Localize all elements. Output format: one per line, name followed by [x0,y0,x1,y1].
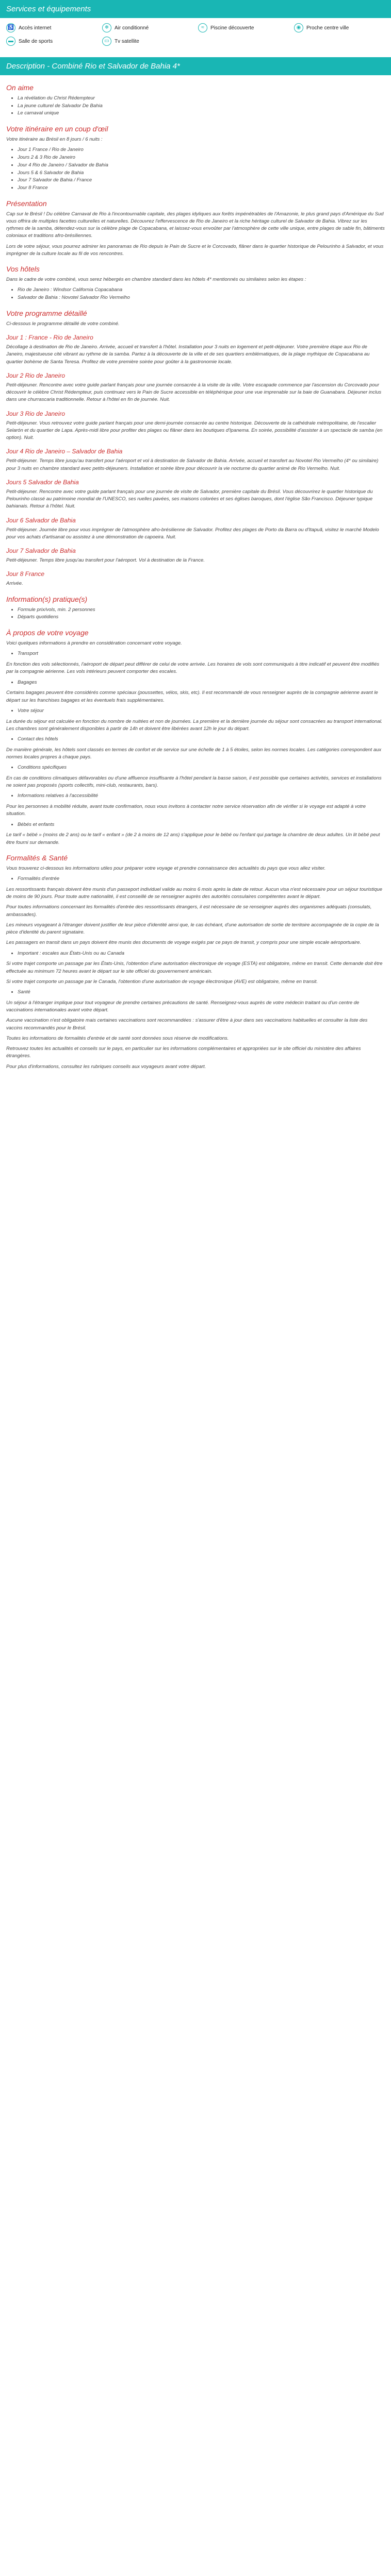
inclus-title: Information(s) pratique(s) [6,595,88,603]
apropos-list [6,736,385,743]
list-item: • Jour 7 Salvador de Bahia / France [18,177,385,184]
list-item: • Rio de Janeiro : Windsor California Copacabana [18,286,385,294]
list-item: • La révélation du Christ Rédempteur [18,95,385,103]
page [0,0,391,1084]
apropos-text: La durée du séjour est calculée en fonction du nombre de nuitées et non de journées. La première et la dernière journée du séjour sont consacrées au transport international. Les chambres sont généralement disponibles à partir de 14h et doivent être libérées avant 12h le jour du départ. [6,718,383,732]
list-item: • Jour 1 France / Rio de Janeiro [18,146,385,154]
important-list [6,950,385,958]
formalites-text: Vous trouverez ci-dessous les informations utiles pour préparer votre voyage et prendre connaissance des actualités du pays que vous allez visiter. [6,865,326,871]
day-text: Décollage à destination de Rio de Janeiro. Arrivée, accueil et transfert à l'hôtel. Installation pour 3 nuits en logement et petit-déjeuner. Votre première étape aux Rio de Janeiro, majestueuse cité vibrant au rythme de la samba. Partez à la découverte de la ville et de ses quartiers emblématiques, de la plage mythique de Copacabana au quartier bohème de Santa Teresa. Profitez de votre première soirée pour goûter à la gastronomie locale. [6,344,370,365]
apropos-text: En cas de conditions climatiques défavorables ou d'une affluence insuffisante à l'hôtel pendant la basse saison, il est possible que certaines activités, services et installations ne soient pas proposés (sports collectifs, mini-club, restaurants, bars). [6,775,382,789]
day-title: Jour 7 Salvador de Bahia [6,547,76,555]
apropos-text: En fonction des vols sélectionnés, l'aéroport de départ peut différer de celui de votre arrivée. Les horaires de vols sont communiqués à titre indicatif et peuvent être modifiés par la compagnie aérienne. Les vols intérieurs peuvent comporter des escales. [6,662,380,675]
apropos-list [6,707,385,715]
presentation-text-2: Lors de votre séjour, vous pourrez admirer les panoramas de Rio depuis le Pain de Sucre et le Corcovado, flâner dans le quartier historique de Pelourinho à Salvador, et vous imprégner de la culture locale au fil de vos rencontres. [6,243,384,257]
day-title: Jour 3 Rio de Janeiro [6,410,66,417]
description-title: Description - Combiné Rio et Salvador de Bahia 4* [0,57,391,75]
on-aime-list [6,95,385,117]
apropos-list [6,764,385,772]
formalites-text: Pour toutes informations concernant les formalités d'entrée des ressortissants étrangers, il est nécessaire de se renseigner auprès des organismes adéquats (consulats, ambassades). [6,904,372,918]
list-item: • Bébés et enfants [18,821,385,829]
day-title: Jour 4 Rio de Janeiro – Salvador de Bahia [6,448,123,455]
service-label: Salle de sports [19,38,53,44]
day-title: Jours 5 Salvador de Bahia [6,478,79,486]
itineraire-title: Votre itinéraire en un coup d'œil [6,125,108,133]
inclus-list [6,606,385,621]
days-list [6,334,385,588]
tv-icon: ▭ [102,37,111,46]
apropos-text: Certains bagages peuvent être considérés comme spéciaux (poussettes, vélos, skis, etc). Il est recommandé de vous renseigner auprès de la compagnie aérienne avant le départ sur les franchises bagages et les éventuels frais supplémentaires. [6,690,378,703]
dumbbell-icon: ▬ [6,37,15,46]
list-item: • Jours 2 & 3 Rio de Janeiro [18,154,385,162]
apropos-intro: Voici quelques informations à prendre en considération concernant votre voyage. [6,640,182,647]
service-item [102,37,193,46]
service-label: Piscine découverte [210,25,254,31]
apropos-list [6,679,385,687]
formalites-text: Les mineurs voyageant à l'étranger doivent justifier de leur pièce d'identité ainsi que, le cas échéant, d'une autorisation de sortie de territoire accompagnée de la copie de la pièce d'identité du parent signataire. [6,922,379,936]
list-item: • Salvador de Bahia : Novotel Salvador Rio Vermelho [18,294,385,302]
services-title: Services et équipements [0,0,391,18]
list-item: • Jour 4 Rio de Janeiro / Salvador de Bahia [18,162,385,170]
day-title: Jour 8 France [6,570,45,578]
formalites-title: Formalités & Santé [6,853,68,862]
list-item: • Le carnaval unique [18,110,385,117]
apropos-list [6,821,385,829]
list-item: • Transport [18,650,385,658]
sante-list [6,989,385,996]
list-item: • Formalités d'entrée [18,875,385,883]
service-item [198,23,289,32]
service-item [102,23,193,32]
list-item: • Important : escales aux États-Unis ou au Canada [18,950,385,958]
day-text: Petit-déjeuner. Journée libre pour vous imprégner de l'atmosphère afro-brésilienne de Salvador. Profitez des plages de Porto da Barra ou d'Itapuã, visitez le marché Modelo pour vos achats d'artisanat ou assistez à une démonstration de capoeira. Nuit. [6,527,379,540]
itineraire-list [6,146,385,192]
sante-text: Retrouvez toutes les actualités et conseils sur le pays, en particulier sur les informations complémentaires et appropriées sur le site officiel du ministère des affaires étrangères. [6,1046,361,1059]
apropos-text: Pour les personnes à mobilité réduite, avant toute confirmation, nous vous invitons à contacter notre service réservation afin de vérifier si le voyage est adapté à votre situation. [6,804,366,817]
services-grid [0,18,391,50]
list-item: • Votre séjour [18,707,385,715]
formalites-text: Les passagers en transit dans un pays doivent être munis des documents de voyage exigés par ce pays de transit, y compris pour une simple escale aéroportuaire. [6,940,362,946]
list-item: • Départs quotidiens [18,614,385,621]
hotels-title: Vos hôtels [6,265,40,274]
important-text: Si votre trajet comporte un passage par le Canada, l'obtention d'une autorisation de voyage électronique (AVE) est obligatoire, même en transit. [6,978,318,985]
day-title: Jour 1 : France - Rio de Janeiro [6,334,93,342]
apropos-text: Le tarif « bébé » (moins de 2 ans) ou le tarif « enfant » (de 2 à moins de 12 ans) s'applique pour le bébé ou l'enfant qui partage la chambre de deux adultes. Un lit bébé peut être fourni sur demande. [6,832,380,845]
sante-text: Aucune vaccination n'est obligatoire mais certaines vaccinations sont recommandées : s'assurer d'être à jour dans ses vaccinations habituelles et consulter la liste des vaccins recommandés pour le Brésil. [6,1018,368,1031]
list-item: • Jour 8 France [18,184,385,192]
list-item: • Informations relatives à l'accessibilité [18,792,385,800]
itineraire-intro: Votre itinéraire au Brésil en 8 jours / 6 nuits : [6,137,103,143]
list-item: • Formule prix/vols, min. 2 personnes [18,606,385,614]
description-content [0,75,391,1084]
hotels-intro: Dans le cadre de votre combiné, vous serez hébergés en chambre standard dans les hôtels 4* mentionnés ou similaires selon les étapes : [6,277,306,283]
sante-text: Pour plus d'informations, consultez les rubriques conseils aux voyageurs avant votre départ. [6,1063,206,1070]
wheelchair-icon: ♿ [6,23,15,32]
hotels-list [6,286,385,301]
list-item: • Contact des hôtels [18,736,385,743]
list-item: • Bagages [18,679,385,687]
service-item [6,23,97,32]
apropos-list [6,650,385,658]
pool-icon: ≈ [198,23,207,32]
important-text: Si votre trajet comporte un passage par les États-Unis, l'obtention d'une autorisation électronique de voyage (ESTA) est obligatoire, même en transit. Cette demande doit être effectuée au minimum 72 heures avant le départ sur le site officiel du gouvernement américain. [6,961,383,974]
service-item [6,37,97,46]
apropos-title: À propos de votre voyage [6,629,89,637]
wifi-icon: ◉ [294,23,303,32]
snowflake-icon: ❄ [102,23,111,32]
list-item: • Jours 5 & 6 Salvador de Bahia [18,170,385,177]
presentation-text: Cap sur le Brésil ! Du célèbre Carnaval de Rio à l'incontournable capitale, des plages idyliques aux forêts impénétrables de l'Amazonie, le plus grand pays d'Amérique du Sud vous offrira de multiples facettes culturelles et naturelles. Découvrez l'effervescence de Rio de Janeiro et la riche héritage culturel de Salvador de Bahia. Vibrez sur les rythmes de la samba, détendez-vous sur la célèbre plage de Copacabana, et laissez-vous envoûter par l'atmosphère de cette ville unique, entre plages de sable fin, bâtiments coloniaux et traditions afro-brésiliennes. [6,211,385,239]
presentation-title: Présentation [6,199,47,208]
formalites-text: Les ressortissants français doivent être munis d'un passeport individuel valide au moins 6 mois après la date de retour. Aucun visa n'est nécessaire pour un séjour touristique de moins de 90 jours. Pour toute autre nationalité, il est conseillé de se renseigner auprès des autorités consulaires compétentes avant le départ. [6,886,383,900]
on-aime-title: On aime [6,83,34,92]
list-item: • Santé [18,989,385,996]
day-text: Arrivée. [6,581,23,587]
day-text: Petit-déjeuner. Rencontre avec votre guide parlant français pour une journée consacrée à la visite de la ville. Votre escapade commence par l'ascension du Corcovado pour découvrir le célèbre Christ Rédempteur, puis continuez vers le Pain de Sucre accessible en téléphérique pour une vue imprenable sur la baie de Guanabara. Déjeuner inclus dans une churrascaria traditionnelle. Retour à l'hôtel en fin de journée. Nuit. [6,382,382,403]
list-item: • La jeune culturel de Salvador De Bahia [18,103,385,110]
list-item: • Conditions spécifiques [18,764,385,772]
service-label: Tv satellite [115,38,139,44]
programme-title: Votre programme détaillé [6,309,87,317]
apropos-list [6,792,385,800]
formalites-list [6,875,385,883]
day-title: Jour 6 Salvador de Bahia [6,516,76,524]
day-title: Jour 2 Rio de Janeiro [6,371,66,379]
day-text: Petit-déjeuner. Temps libre jusqu'au transfert pour l'aéroport. Vol à destination de la France. [6,557,205,564]
programme-intro: Ci-dessous le programme détaillé de votre combiné. [6,320,120,327]
service-label: Proche centre ville [306,25,349,31]
day-text: Petit-déjeuner. Temps libre jusqu'au transfert pour l'aéroport et vol à destination de Salvador de Bahia. Arrivée, accueil et transfert au Novotel Rio Vermelho (4* ou similaire) pour 3 nuits en chambre standard avec petits-déjeuners. Installation et soirée libre pour découvrir la vie nocturne du quartier animé de Rio Vermelho. Nuit. [6,458,379,471]
service-item [294,23,385,32]
day-text: Petit-déjeuner. Vous retrouvez votre guide parlant français pour une demi-journée consacrée au centre historique. Découverte de la cathédrale métropolitaine, de l'escalier Selarón et du quartier de Lapa. Après-midi libre pour profiter des plages ou flâner dans les boutiques d'Ipanema. En soirée, possibilité d'assister à un spectacle de samba (en option). Nuit. [6,420,383,441]
day-text: Petit-déjeuner. Rencontre avec votre guide parlant français pour une journée de visite de Salvador, première capitale du Brésil. Vous découvrirez le quartier historique du Pelourinho classé au patrimoine mondial de l'UNESCO, ses ruelles pavées, ses maisons colorées et ses églises baroques, dont l'église São Francisco. Déjeuner typique bahianais. Retour à l'hôtel. Nuit. [6,488,373,510]
sante-text: Un séjour à l'étranger implique pour tout voyageur de prendre certaines précautions de santé. Renseignez-vous auprès de votre médecin traitant ou d'un centre de vaccinations internationales avant votre départ. [6,999,360,1013]
apropos-text: De manière générale, les hôtels sont classés en termes de confort et de service sur une échelle de 1 à 5 étoiles, selon les normes locales. Les catégories correspondent aux normes locales propres à chaque pays. [6,747,382,760]
service-label: Accès internet [19,25,52,31]
sante-text: Toutes les informations de formalités d'entrée et de santé sont données sous réserve de modifications. [6,1035,229,1041]
service-label: Air conditionné [115,25,149,31]
